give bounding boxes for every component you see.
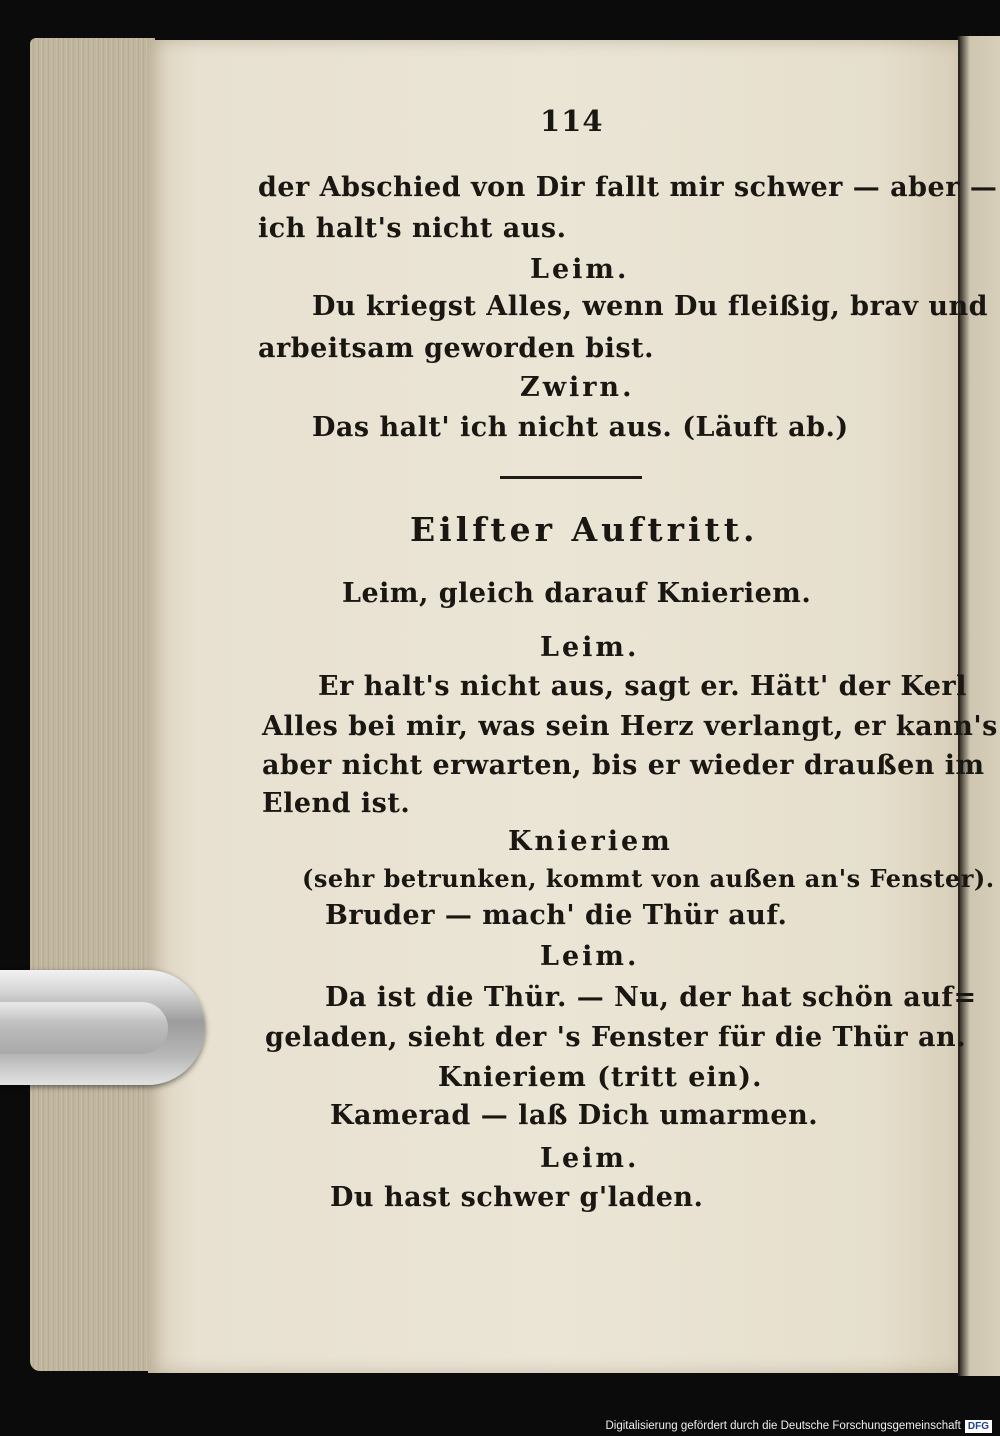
stage-direction: (sehr betrunken, kommt von außen an's Fenster).	[302, 864, 995, 893]
cast-line: Leim, gleich darauf Knieriem.	[342, 578, 812, 609]
text-line: Du kriegst Alles, wenn Du fleißig, brav und	[312, 291, 989, 322]
speaker-name: Knieriem (tritt ein).	[438, 1062, 763, 1093]
speaker-name: Leim.	[540, 632, 640, 663]
text-line: Du hast schwer g'laden.	[330, 1182, 704, 1213]
digitization-credit	[605, 1418, 992, 1434]
page-number: 114	[540, 104, 604, 138]
dfg-logo: DFG	[965, 1420, 992, 1433]
facing-page-edge	[960, 36, 1000, 1376]
text-line: Kamerad — laß Dich umarmen.	[330, 1100, 819, 1131]
speaker-name: Leim.	[530, 254, 630, 285]
text-line: Bruder — mach' die Thür auf.	[325, 900, 788, 931]
speaker-name: Leim.	[540, 941, 640, 972]
text-line: aber nicht erwarten, bis er wieder draußen im	[262, 750, 985, 781]
speaker-name: Leim.	[540, 1143, 640, 1174]
text-line: geladen, sieht der 's Fenster für die Thür an.	[265, 1022, 967, 1053]
speaker-name: Zwirn.	[520, 372, 635, 403]
text-line: Da ist die Thür. — Nu, der hat schön auf=	[325, 982, 977, 1013]
text-line: Das halt' ich nicht aus. (Läuft ab.)	[312, 412, 849, 443]
text-line: arbeitsam geworden bist.	[258, 333, 654, 364]
credit-text: Digitalisierung gefördert durch die Deutsche Forschungsgemeinschaft	[605, 1420, 961, 1432]
text-line: der Abschied von Dir fallt mir schwer — aber —	[258, 172, 998, 203]
speaker-name: Knieriem	[508, 826, 673, 857]
book-page-edges	[30, 38, 155, 1371]
scanner-clamp-highlight	[0, 1002, 168, 1054]
scene-heading: Eilfter Auftritt.	[410, 510, 759, 549]
section-divider	[500, 476, 642, 479]
text-line: Elend ist.	[262, 788, 411, 819]
text-line: Er halt's nicht aus, sagt er. Hätt' der Kerl	[318, 671, 967, 702]
text-line: ich halt's nicht aus.	[258, 213, 567, 244]
text-line: Alles bei mir, was sein Herz verlangt, er kann's	[262, 711, 998, 742]
